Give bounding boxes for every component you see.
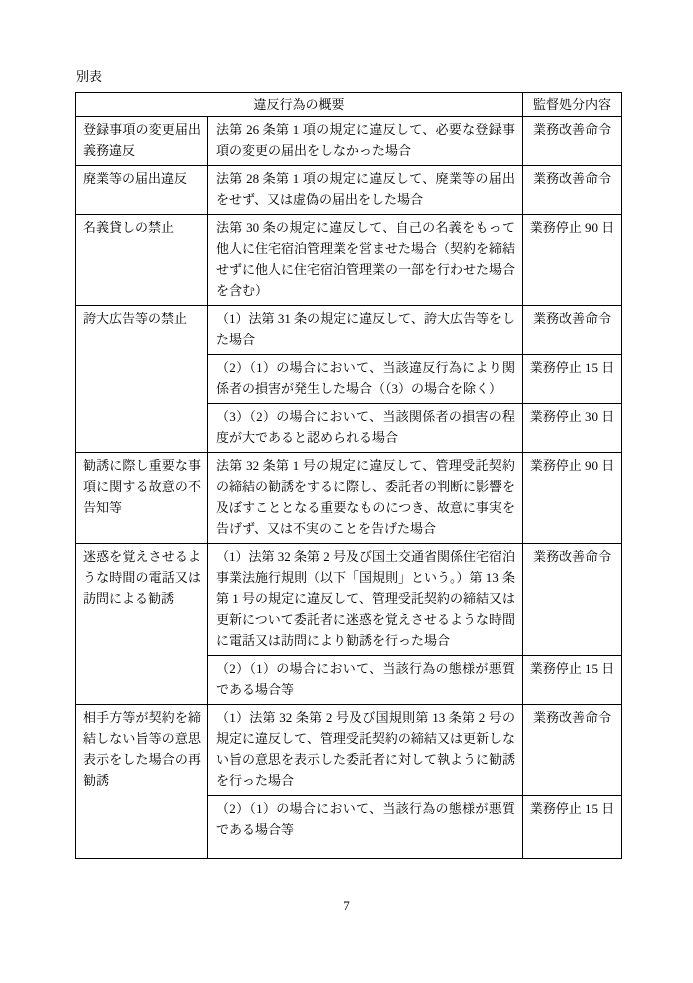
disposition-cell: 業務停止 15 日 — [523, 796, 622, 859]
description-cell: 法第 30 条の規定に違反して、自己の名義をもって他人に住宅宿泊管理業を営ませた場合（契約を締結せずに他人に住宅宿泊管理業の一部を行わせた場合を含む） — [208, 215, 523, 306]
appendix-label: 別表 — [76, 69, 103, 84]
description-cell: 法第 26 条第 1 項の規定に違反して、必要な登録事項の変更の届出をしなかった場合 — [208, 117, 523, 166]
disposition-cell: 業務改善命令 — [523, 544, 622, 656]
disposition-cell: 業務停止 15 日 — [523, 355, 622, 404]
header-violation-overview: 違反行為の概要 — [76, 93, 523, 117]
page-number: 7 — [343, 898, 350, 913]
table-row-nuisance-solicitation-1 — [76, 544, 622, 656]
violation-table — [75, 92, 622, 859]
disposition-cell: 業務改善命令 — [523, 117, 622, 166]
table-header-row — [76, 93, 622, 117]
category-cell: 誇大広告等の禁止 — [76, 306, 208, 453]
category-cell: 相手方等が契約を締結しない旨等の意思表示をした場合の再勧誘 — [76, 705, 208, 859]
description-cell: 法第 32 条第 1 号の規定に違反して、管理受託契約の締結の勧誘をするに際し、委託者の判断に影響を及ぼすこととなる重要なものにつき、故意に事実を告げず、又は不実のことを告げた場合 — [208, 453, 523, 544]
category-cell: 迷惑を覚えさせるような時間の電話又は訪問による勧誘 — [76, 544, 208, 705]
table-row-registration-change — [76, 117, 622, 166]
description-cell: （2）（1）の場合において、当該違反行為により関係者の損害が発生した場合（（3）の場合を除く） — [208, 355, 523, 404]
category-cell: 廃業等の届出違反 — [76, 166, 208, 215]
description-cell: （1）法第 31 条の規定に違反して、誇大広告等をした場合 — [208, 306, 523, 355]
description-cell: （1）法第 32 条第 2 号及び国規則第 13 条第 2 号の規定に違反して、管理受託契約の締結又は更新しない旨の意思を表示した委託者に対して執ように勧誘を行った場合 — [208, 705, 523, 796]
disposition-cell: 業務改善命令 — [523, 166, 622, 215]
table-row-name-lending — [76, 215, 622, 306]
category-cell: 名義貸しの禁止 — [76, 215, 208, 306]
disposition-cell: 業務停止 15 日 — [523, 656, 622, 705]
description-cell: 法第 28 条第 1 項の規定に違反して、廃業等の届出をせず、又は虚偽の届出をした場合 — [208, 166, 523, 215]
category-cell: 登録事項の変更届出義務違反 — [76, 117, 208, 166]
table-row-nondisclosure — [76, 453, 622, 544]
table-row-business-closure — [76, 166, 622, 215]
disposition-cell: 業務停止 90 日 — [523, 453, 622, 544]
category-cell: 勧誘に際し重要な事項に関する故意の不告知等 — [76, 453, 208, 544]
disposition-cell: 業務停止 30 日 — [523, 404, 622, 453]
description-cell: （1）法第 32 条第 2 号及び国土交通省関係住宅宿泊事業法施行規則（以下「国規則」という。）第 13 条第 1 号の規定に違反して、管理受託契約の締結又は更新について委託者に迷惑を覚えさせるような時間に電話又は訪問により勧誘を行った場合 — [208, 544, 523, 656]
table-row-re-solicitation-1 — [76, 705, 622, 796]
disposition-cell: 業務改善命令 — [523, 705, 622, 796]
disposition-cell: 業務改善命令 — [523, 306, 622, 355]
description-cell: （3）（2）の場合において、当該関係者の損害の程度が大であると認められる場合 — [208, 404, 523, 453]
header-disposition: 監督処分内容 — [523, 93, 622, 117]
description-cell: （2）（1）の場合において、当該行為の態様が悪質である場合等 — [208, 656, 523, 705]
table-row-exaggerated-ads-1 — [76, 306, 622, 355]
description-cell: （2）（1）の場合において、当該行為の態様が悪質である場合等 — [208, 796, 523, 859]
disposition-cell: 業務停止 90 日 — [523, 215, 622, 306]
